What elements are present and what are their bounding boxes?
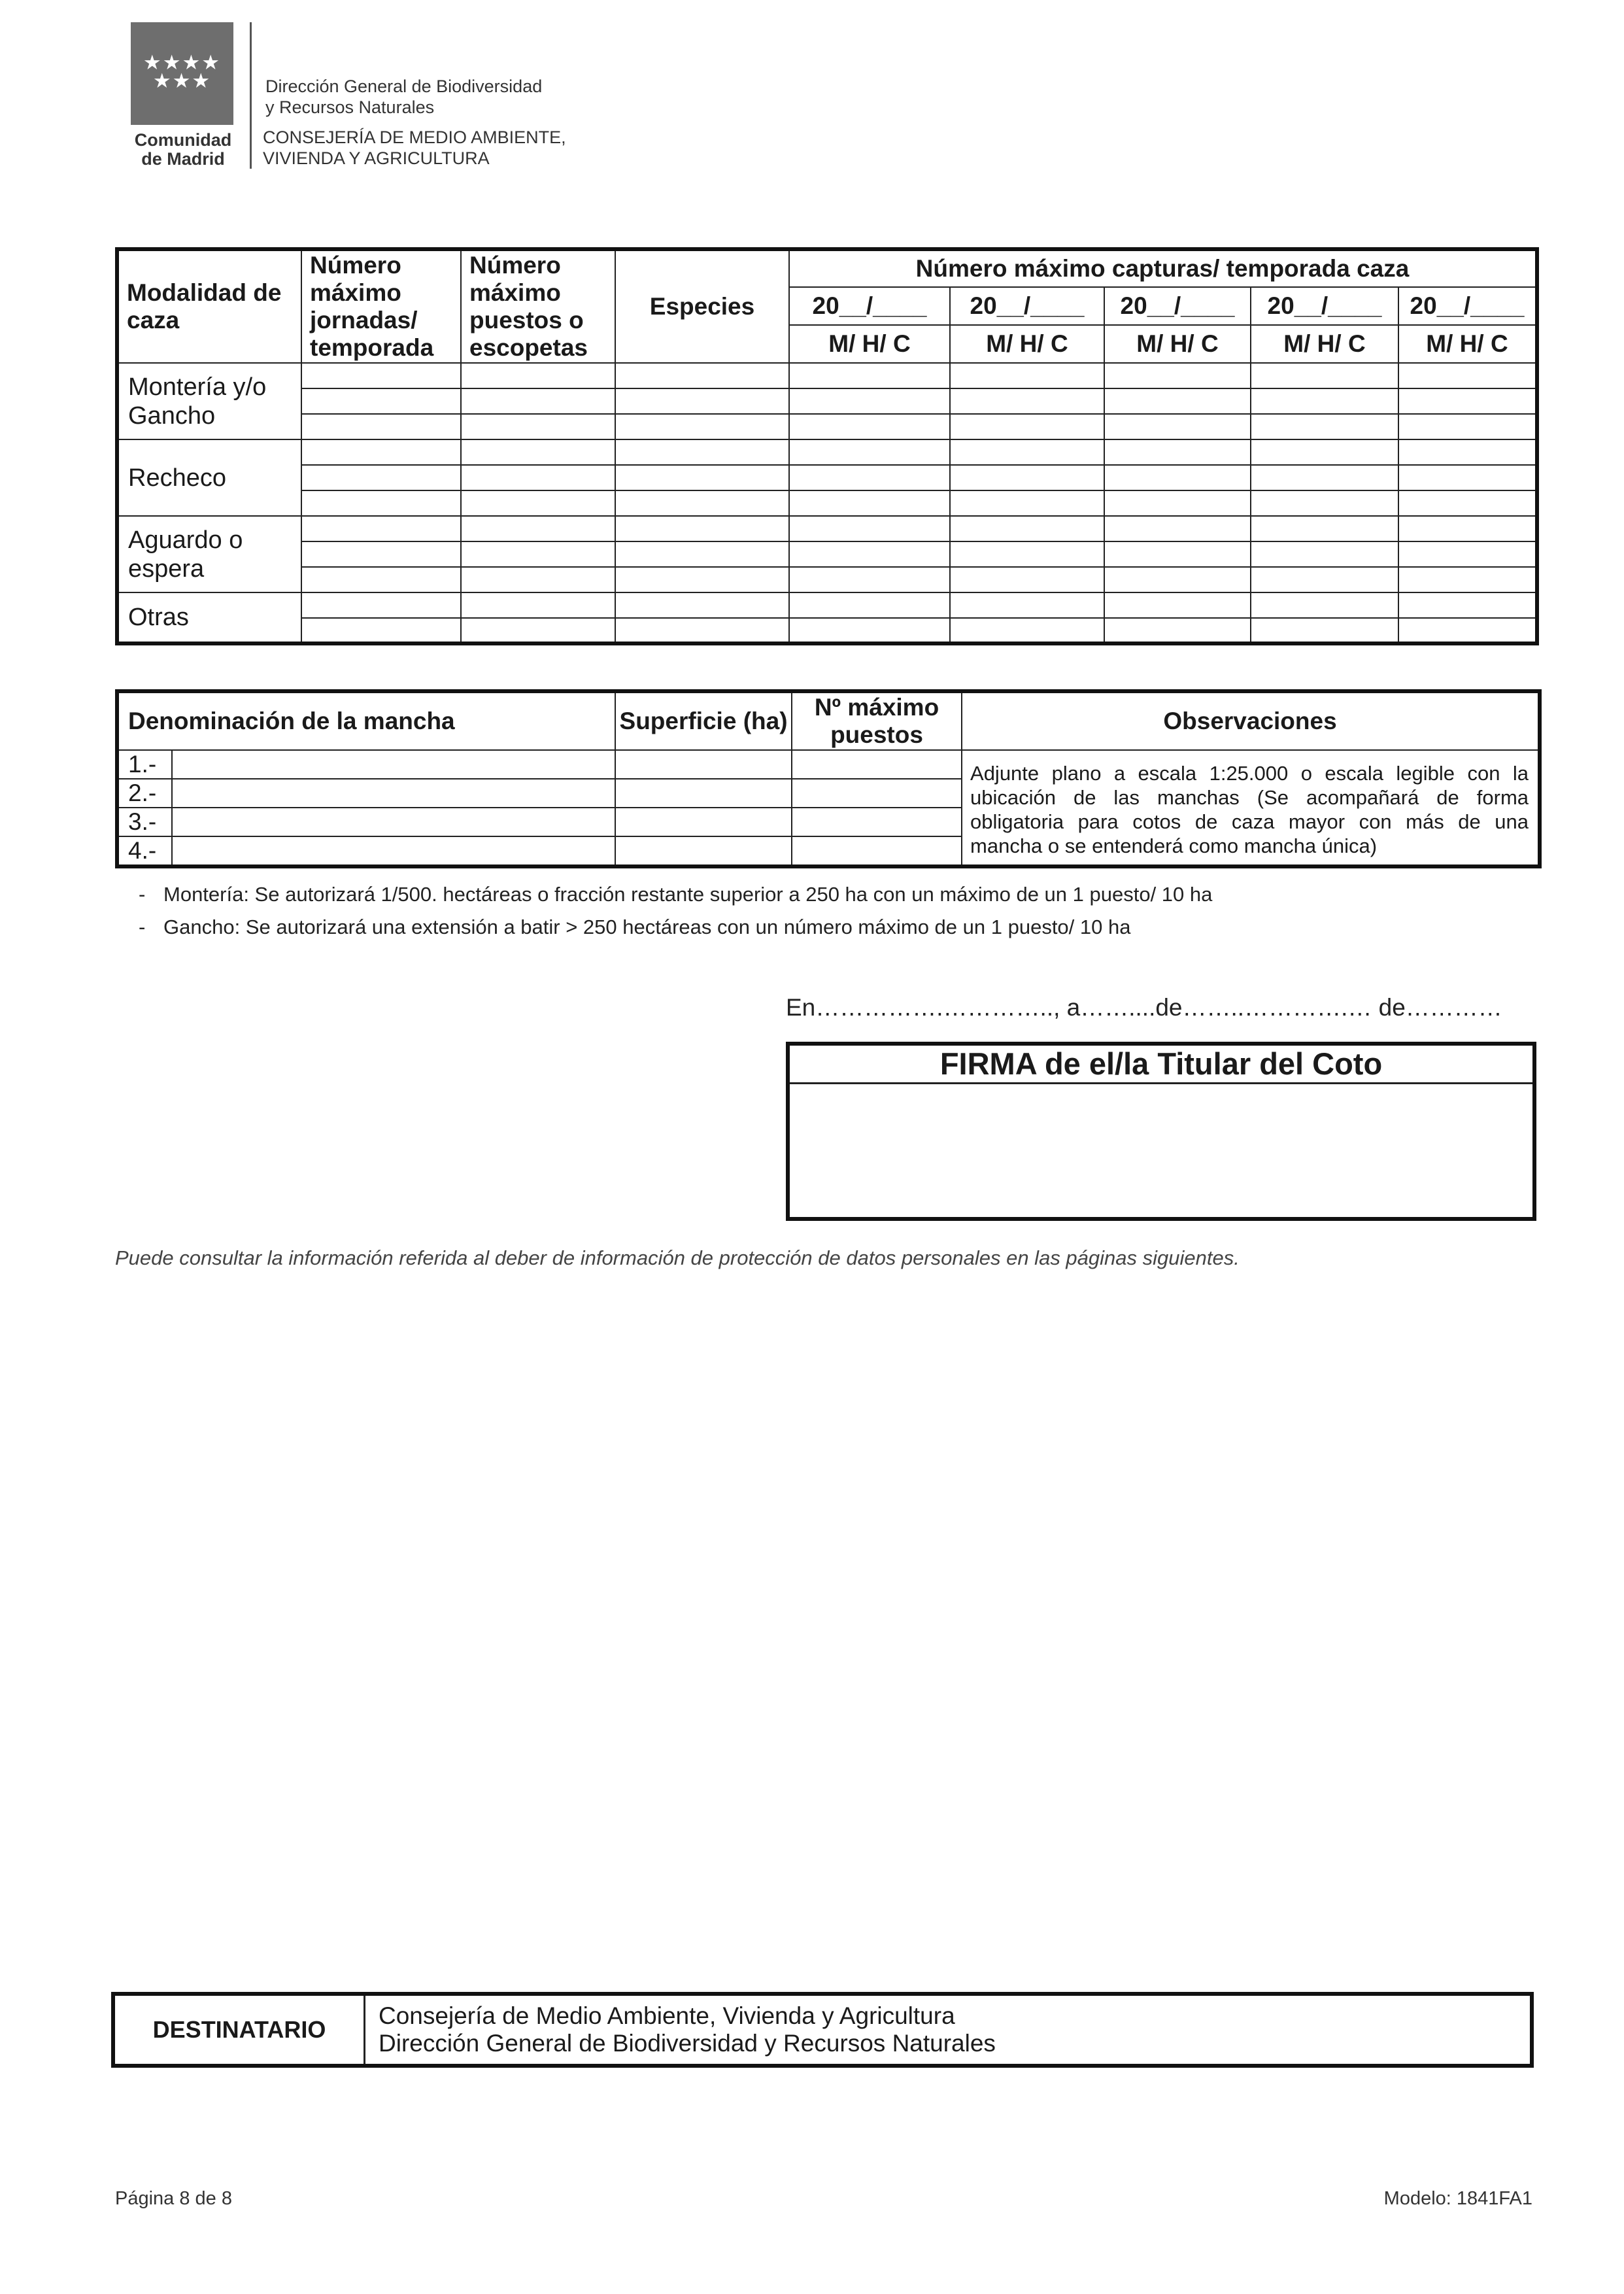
table-row [117, 439, 1537, 465]
input-cell[interactable] [615, 439, 789, 465]
input-cell[interactable] [789, 567, 950, 592]
table-row [117, 516, 1537, 541]
input-cell[interactable] [789, 618, 950, 643]
input-cell[interactable] [1398, 490, 1537, 516]
signature-title: FIRMA de el/la Titular del Coto [790, 1046, 1532, 1084]
input-cell[interactable] [301, 592, 461, 618]
destinatario-body: Consejería de Medio Ambiente, Vivienda y Agricultura Dirección General de Biodiversidad y Recursos Naturales [379, 2002, 996, 2057]
input-cell[interactable] [461, 414, 615, 439]
mancha-number: 4.- [117, 836, 172, 866]
input-cell[interactable] [1104, 516, 1251, 541]
col-capturas: Número máximo capturas/ temporada caza [789, 249, 1537, 287]
input-cell[interactable] [615, 541, 789, 567]
input-cell[interactable] [1104, 388, 1251, 414]
input-cell[interactable] [950, 414, 1104, 439]
input-cell[interactable] [1251, 567, 1398, 592]
input-cell[interactable] [1251, 516, 1398, 541]
mhc-label: M/ H/ C [789, 325, 950, 363]
table-row [117, 541, 1537, 567]
input-cell[interactable] [172, 808, 615, 836]
input-cell[interactable] [950, 618, 1104, 643]
input-cell[interactable] [301, 541, 461, 567]
mhc-label: M/ H/ C [1104, 325, 1251, 363]
input-cell[interactable] [615, 490, 789, 516]
input-cell[interactable] [1104, 465, 1251, 490]
input-cell[interactable] [789, 541, 950, 567]
modality-monteria: Montería y/o Gancho [117, 363, 301, 439]
observaciones-text: Adjunte plano a escala 1:25.000 o escala legible con la ubicación de las manchas (Se acompañará de forma obligatoria para cotos de caza mayor con más de una mancha o se entenderá como mancha única) [962, 750, 1540, 866]
modality-otras: Otras [117, 592, 301, 643]
table-row [117, 388, 1537, 414]
note-gancho: - Gancho: Se autorizará una extensión a batir > 250 hectáreas con un número máximo de un 1 puesto/ 10 ha [139, 916, 1131, 938]
destinatario-label: DESTINATARIO [113, 1994, 365, 2066]
page-number: Página 8 de 8 [115, 2188, 232, 2209]
mhc-label: M/ H/ C [1251, 325, 1398, 363]
input-cell[interactable] [1251, 388, 1398, 414]
table-row [117, 567, 1537, 592]
input-cell[interactable] [1398, 439, 1537, 465]
input-cell[interactable] [301, 363, 461, 388]
hunting-modalities-table [115, 247, 1539, 645]
input-cell[interactable] [1398, 516, 1537, 541]
input-cell[interactable] [1104, 541, 1251, 567]
place-date-line[interactable]: En…………….………….., a……....de……..………….… de………… [786, 994, 1502, 1021]
table-row [117, 618, 1537, 643]
input-cell[interactable] [301, 414, 461, 439]
input-cell[interactable] [792, 779, 962, 808]
season-field[interactable]: 20__/____ [1104, 287, 1251, 325]
input-cell[interactable] [789, 516, 950, 541]
input-cell[interactable] [1251, 414, 1398, 439]
modality-recheco: Recheco [117, 439, 301, 516]
input-cell[interactable] [792, 750, 962, 779]
input-cell[interactable] [461, 541, 615, 567]
header-divider [250, 22, 252, 169]
input-cell[interactable] [461, 618, 615, 643]
input-cell[interactable] [950, 541, 1104, 567]
input-cell[interactable] [615, 592, 789, 618]
input-cell[interactable] [615, 618, 789, 643]
input-cell[interactable] [950, 516, 1104, 541]
note-monteria: - Montería: Se autorizará 1/500. hectáreas o fracción restante superior a 250 ha con un máximo de un 1 puesto/ 10 ha [139, 883, 1213, 906]
input-cell[interactable] [1104, 363, 1251, 388]
input-cell[interactable] [1398, 618, 1537, 643]
input-cell[interactable] [950, 388, 1104, 414]
col-modalidad: Modalidad de caza [117, 249, 301, 363]
input-cell[interactable] [461, 490, 615, 516]
input-cell[interactable] [789, 388, 950, 414]
input-cell[interactable] [301, 439, 461, 465]
input-cell[interactable] [461, 465, 615, 490]
input-cell[interactable] [789, 363, 950, 388]
input-cell[interactable] [1104, 618, 1251, 643]
mancha-number: 2.- [117, 779, 172, 808]
input-cell[interactable] [301, 567, 461, 592]
mhc-label: M/ H/ C [1398, 325, 1537, 363]
input-cell[interactable] [172, 750, 615, 779]
input-cell[interactable] [950, 465, 1104, 490]
input-cell[interactable] [1251, 363, 1398, 388]
input-cell[interactable] [615, 836, 792, 866]
input-cell[interactable] [789, 465, 950, 490]
input-cell[interactable] [461, 439, 615, 465]
input-cell[interactable] [950, 439, 1104, 465]
input-cell[interactable] [1104, 592, 1251, 618]
input-cell[interactable] [461, 388, 615, 414]
input-cell[interactable] [1398, 414, 1537, 439]
col-jornadas: Número máximo jornadas/ temporada [301, 249, 461, 363]
destinatario-box [111, 1992, 1534, 2068]
signature-box[interactable] [786, 1042, 1536, 1221]
input-cell[interactable] [1398, 465, 1537, 490]
season-field[interactable]: 20__/____ [789, 287, 950, 325]
input-cell[interactable] [1398, 541, 1537, 567]
input-cell[interactable] [301, 516, 461, 541]
input-cell[interactable] [1251, 465, 1398, 490]
input-cell[interactable] [615, 750, 792, 779]
season-field[interactable]: 20__/____ [1398, 287, 1537, 325]
season-field[interactable]: 20__/____ [1251, 287, 1398, 325]
input-cell[interactable] [1398, 363, 1537, 388]
input-cell[interactable] [789, 490, 950, 516]
input-cell[interactable] [1398, 388, 1537, 414]
input-cell[interactable] [1251, 490, 1398, 516]
privacy-note: Puede consultar la información referida al deber de información de protección de datos personales en las páginas siguientes. [115, 1246, 1240, 1269]
table-row [117, 465, 1537, 490]
input-cell[interactable] [1251, 439, 1398, 465]
mancha-table [115, 689, 1542, 868]
input-cell[interactable] [461, 516, 615, 541]
input-cell[interactable] [789, 439, 950, 465]
input-cell[interactable] [1104, 439, 1251, 465]
input-cell[interactable] [792, 808, 962, 836]
table-row [117, 414, 1537, 439]
col-observaciones: Observaciones [962, 691, 1540, 750]
input-cell[interactable] [172, 836, 615, 866]
input-cell[interactable] [1104, 490, 1251, 516]
table-row [117, 490, 1537, 516]
input-cell[interactable] [172, 779, 615, 808]
comunidad-madrid-logo [131, 22, 233, 125]
input-cell[interactable] [950, 363, 1104, 388]
input-cell[interactable] [615, 808, 792, 836]
table-row [117, 750, 1540, 779]
input-cell[interactable] [1398, 567, 1537, 592]
input-cell[interactable] [615, 388, 789, 414]
input-cell[interactable] [615, 567, 789, 592]
input-cell[interactable] [301, 618, 461, 643]
input-cell[interactable] [301, 490, 461, 516]
input-cell[interactable] [615, 465, 789, 490]
input-cell[interactable] [1398, 592, 1537, 618]
input-cell[interactable] [1251, 541, 1398, 567]
input-cell[interactable] [792, 836, 962, 866]
mhc-label: M/ H/ C [950, 325, 1104, 363]
col-superficie: Superficie (ha) [615, 691, 792, 750]
consejeria: CONSEJERÍA DE MEDIO AMBIENTE, VIVIENDA Y AGRICULTURA [263, 128, 566, 168]
input-cell[interactable] [1251, 618, 1398, 643]
input-cell[interactable] [789, 592, 950, 618]
table-row [117, 363, 1537, 388]
input-cell[interactable] [615, 363, 789, 388]
logo-text: Comunidad de Madrid [134, 130, 232, 169]
input-cell[interactable] [301, 388, 461, 414]
modelo-code: Modelo: 1841FA1 [1383, 2188, 1532, 2209]
input-cell[interactable] [789, 414, 950, 439]
logo-stars-icon: ★★★★ ★★★ [143, 51, 222, 92]
input-cell[interactable] [950, 490, 1104, 516]
input-cell[interactable] [461, 363, 615, 388]
input-cell[interactable] [1104, 414, 1251, 439]
input-cell[interactable] [461, 592, 615, 618]
col-puestos: Número máximo puestos o escopetas [461, 249, 615, 363]
input-cell[interactable] [950, 592, 1104, 618]
input-cell[interactable] [615, 779, 792, 808]
input-cell[interactable] [615, 516, 789, 541]
input-cell[interactable] [1104, 567, 1251, 592]
input-cell[interactable] [615, 414, 789, 439]
input-cell[interactable] [461, 567, 615, 592]
mancha-number: 1.- [117, 750, 172, 779]
input-cell[interactable] [950, 567, 1104, 592]
direccion-general: Dirección General de Biodiversidad y Recursos Naturales [265, 77, 543, 117]
mancha-number: 3.- [117, 808, 172, 836]
col-especies: Especies [615, 249, 789, 363]
input-cell[interactable] [1251, 592, 1398, 618]
table-row [117, 592, 1537, 618]
input-cell[interactable] [301, 465, 461, 490]
col-denominacion: Denominación de la mancha [117, 691, 615, 750]
col-max-puestos: Nº máximo puestos [792, 691, 962, 750]
modality-aguardo: Aguardo o espera [117, 516, 301, 592]
season-field[interactable]: 20__/____ [950, 287, 1104, 325]
